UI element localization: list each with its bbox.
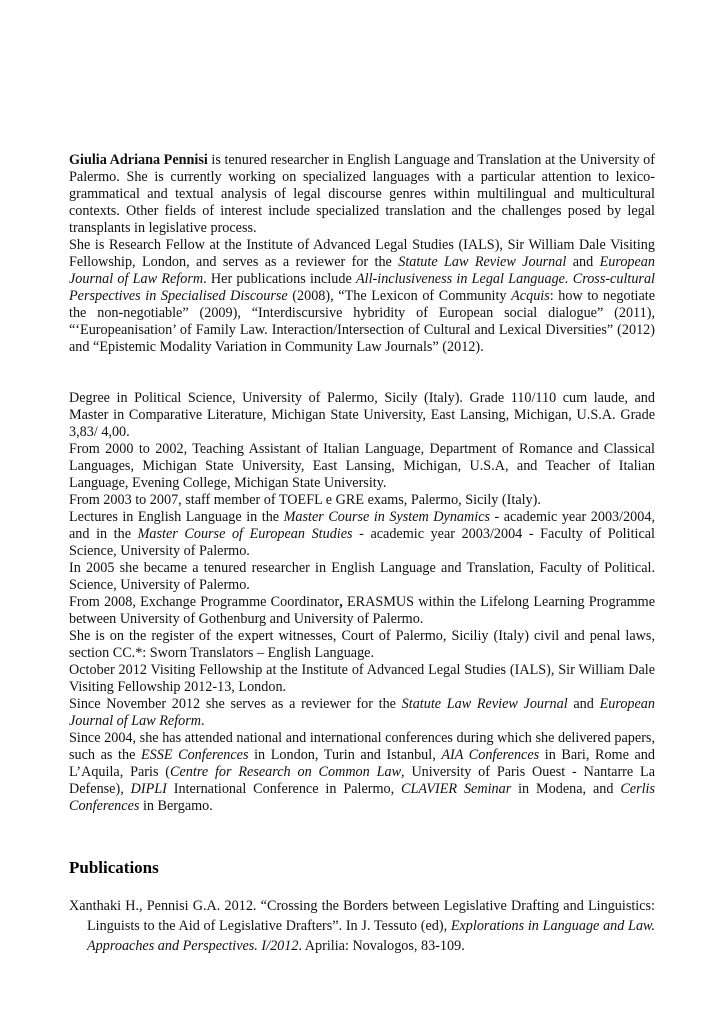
cv-item: [69, 492, 655, 509]
text-run: From 2000 to 2002, Teaching Assistant of Italian Language, Department of Romance and Classical Languages, Michigan State University, East Lansing, Michigan, U.S.A, and Teacher of Italian Language, Evening College, Michigan State University.: [69, 441, 655, 491]
text-run: Explorations in Language and Law. Approaches and Perspectives. I/2012: [87, 918, 655, 954]
text-run: CLAVIER Seminar: [401, 781, 512, 797]
spacer: [69, 356, 655, 390]
text-run: In 2005 she became a tenured researcher in English Language and Translation, Faculty of Political. Science, University of Palermo.: [69, 560, 655, 593]
text-run: Master Course of European Studies: [137, 526, 353, 542]
cv-item: [69, 628, 655, 662]
text-run: in Modena, and: [511, 781, 621, 797]
text-run: European Journal of Law Reform: [69, 696, 655, 729]
text-run: is tenured researcher in English Language and Translation at the University of Palermo. She is currently working on specialized languages with a particular attention to lexico-grammatical and textual analysis of legal discourse genres within multilingual and multicultural contexts. Other fields of interest include specialized translation and the challenges posed by legal transplants in legislative process.: [69, 152, 655, 236]
text-run: ESSE Conferences: [140, 747, 249, 763]
text-run: in London, Turin and Istanbul,: [248, 747, 442, 763]
text-run: AIA Conferences: [441, 747, 540, 763]
cv-item: [69, 696, 655, 730]
text-run: - academic year 2003/2004 - Faculty of Political Science, University of Palermo.: [69, 526, 655, 559]
text-run: Master Course in System Dynamics: [283, 509, 491, 525]
text-run: Cerlis Conferences: [69, 781, 655, 814]
cv-item: [69, 441, 655, 492]
text-run: Lectures in English Language in the: [69, 509, 284, 525]
cv-item: [69, 594, 655, 628]
bio-paragraph: [69, 152, 655, 237]
text-run: : how to negotiate the non-negotiable” (2009), “Interdiscursive hybridity of European social dialogue” (2011), “‘Europeanisation’ of Family Law. Interaction/Intersection of Cultural and Lexical Diversities” (2012) and “Epistemic Modality Variation in Community Law Journals” (2012).: [69, 288, 655, 355]
text-run: (2008), “The Lexicon of Community: [287, 288, 512, 304]
text-run: International Conference in Palermo,: [166, 781, 402, 797]
text-run: She is Research Fellow at the Institute of Advanced Legal Studies (IALS), Sir William Dale Visiting Fellowship, London, and serves as a reviewer for the: [69, 237, 655, 270]
text-run: Statute Law Review Journal: [401, 696, 568, 712]
cv-list: [69, 390, 655, 815]
publications-heading: Publications: [69, 858, 159, 877]
text-run: From 2003 to 2007, staff member of TOEFL e GRE exams, Palermo, Sicily (Italy).: [69, 492, 541, 508]
text-run: European Journal of Law Reform: [69, 254, 655, 287]
text-run: Giulia Adriana Pennisi: [69, 152, 208, 168]
cv-item: [69, 662, 655, 696]
text-run: Statute Law Review Journal: [398, 254, 567, 270]
cv-item: [69, 560, 655, 594]
document-body: [69, 152, 655, 815]
text-run: and: [566, 254, 600, 270]
text-run: Xanthaki H., Pennisi G.A. 2012. “Crossing the Borders between Legislative Drafting and Linguistics: Linguists to the Aid of Legislative Drafters”. In J. Tessuto (ed),: [69, 898, 655, 934]
text-run: Centre for Research on Common Law: [170, 764, 402, 780]
text-run: From 2008, Exchange Programme Coordinator: [69, 594, 340, 610]
publication-entry: [69, 896, 655, 956]
text-run: .: [201, 713, 205, 729]
cv-item: [69, 390, 655, 441]
text-run: Degree in Political Science, University of Palermo, Sicily (Italy). Grade 110/110 cum laude, and Master in Comparative Literature, Michigan State University, East Lansing, Michigan, U.S.A. Grade 3,83/ 4,00.: [69, 390, 655, 440]
text-run: in Bergamo.: [139, 798, 213, 814]
text-run: in Bari, Rome and L’Aquila, Paris (: [69, 747, 655, 780]
text-run: . Her publications include: [203, 271, 356, 287]
cv-item: [69, 509, 655, 560]
bio-paragraph: [69, 237, 655, 356]
text-run: and: [567, 696, 600, 712]
text-run: All-inclusiveness in Legal Language. Cross-cultural Perspectives in Specialised Discourse: [69, 271, 655, 304]
text-run: Since November 2012 she serves as a reviewer for the: [69, 696, 402, 712]
text-run: , University of Paris Ouest - Nantarre La Defense),: [69, 764, 655, 797]
text-run: ERASMUS within the Lifelong Learning Programme between University of Gothenburg and University of Palermo.: [69, 594, 655, 627]
text-run: Acquis: [511, 288, 550, 304]
text-run: ,: [339, 594, 343, 610]
text-run: - academic year 2003/2004, and in the: [69, 509, 655, 542]
text-run: DIPLI: [130, 781, 167, 797]
text-run: October 2012 Visiting Fellowship at the Institute of Advanced Legal Studies (IALS), Sir William Dale Visiting Fellowship 2012-13, London.: [69, 662, 655, 695]
text-run: She is on the register of the expert witnesses, Court of Palermo, Siciliy (Italy) civil and penal laws, section CC.*: Sworn Translators – English Language.: [69, 628, 655, 661]
publications-list: [69, 896, 655, 956]
text-run: Since 2004, she has attended national and international conferences during which she delivered papers, such as the: [69, 730, 655, 763]
text-run: . Aprilia: Novalogos, 83-109.: [298, 938, 465, 954]
cv-item: [69, 730, 655, 815]
